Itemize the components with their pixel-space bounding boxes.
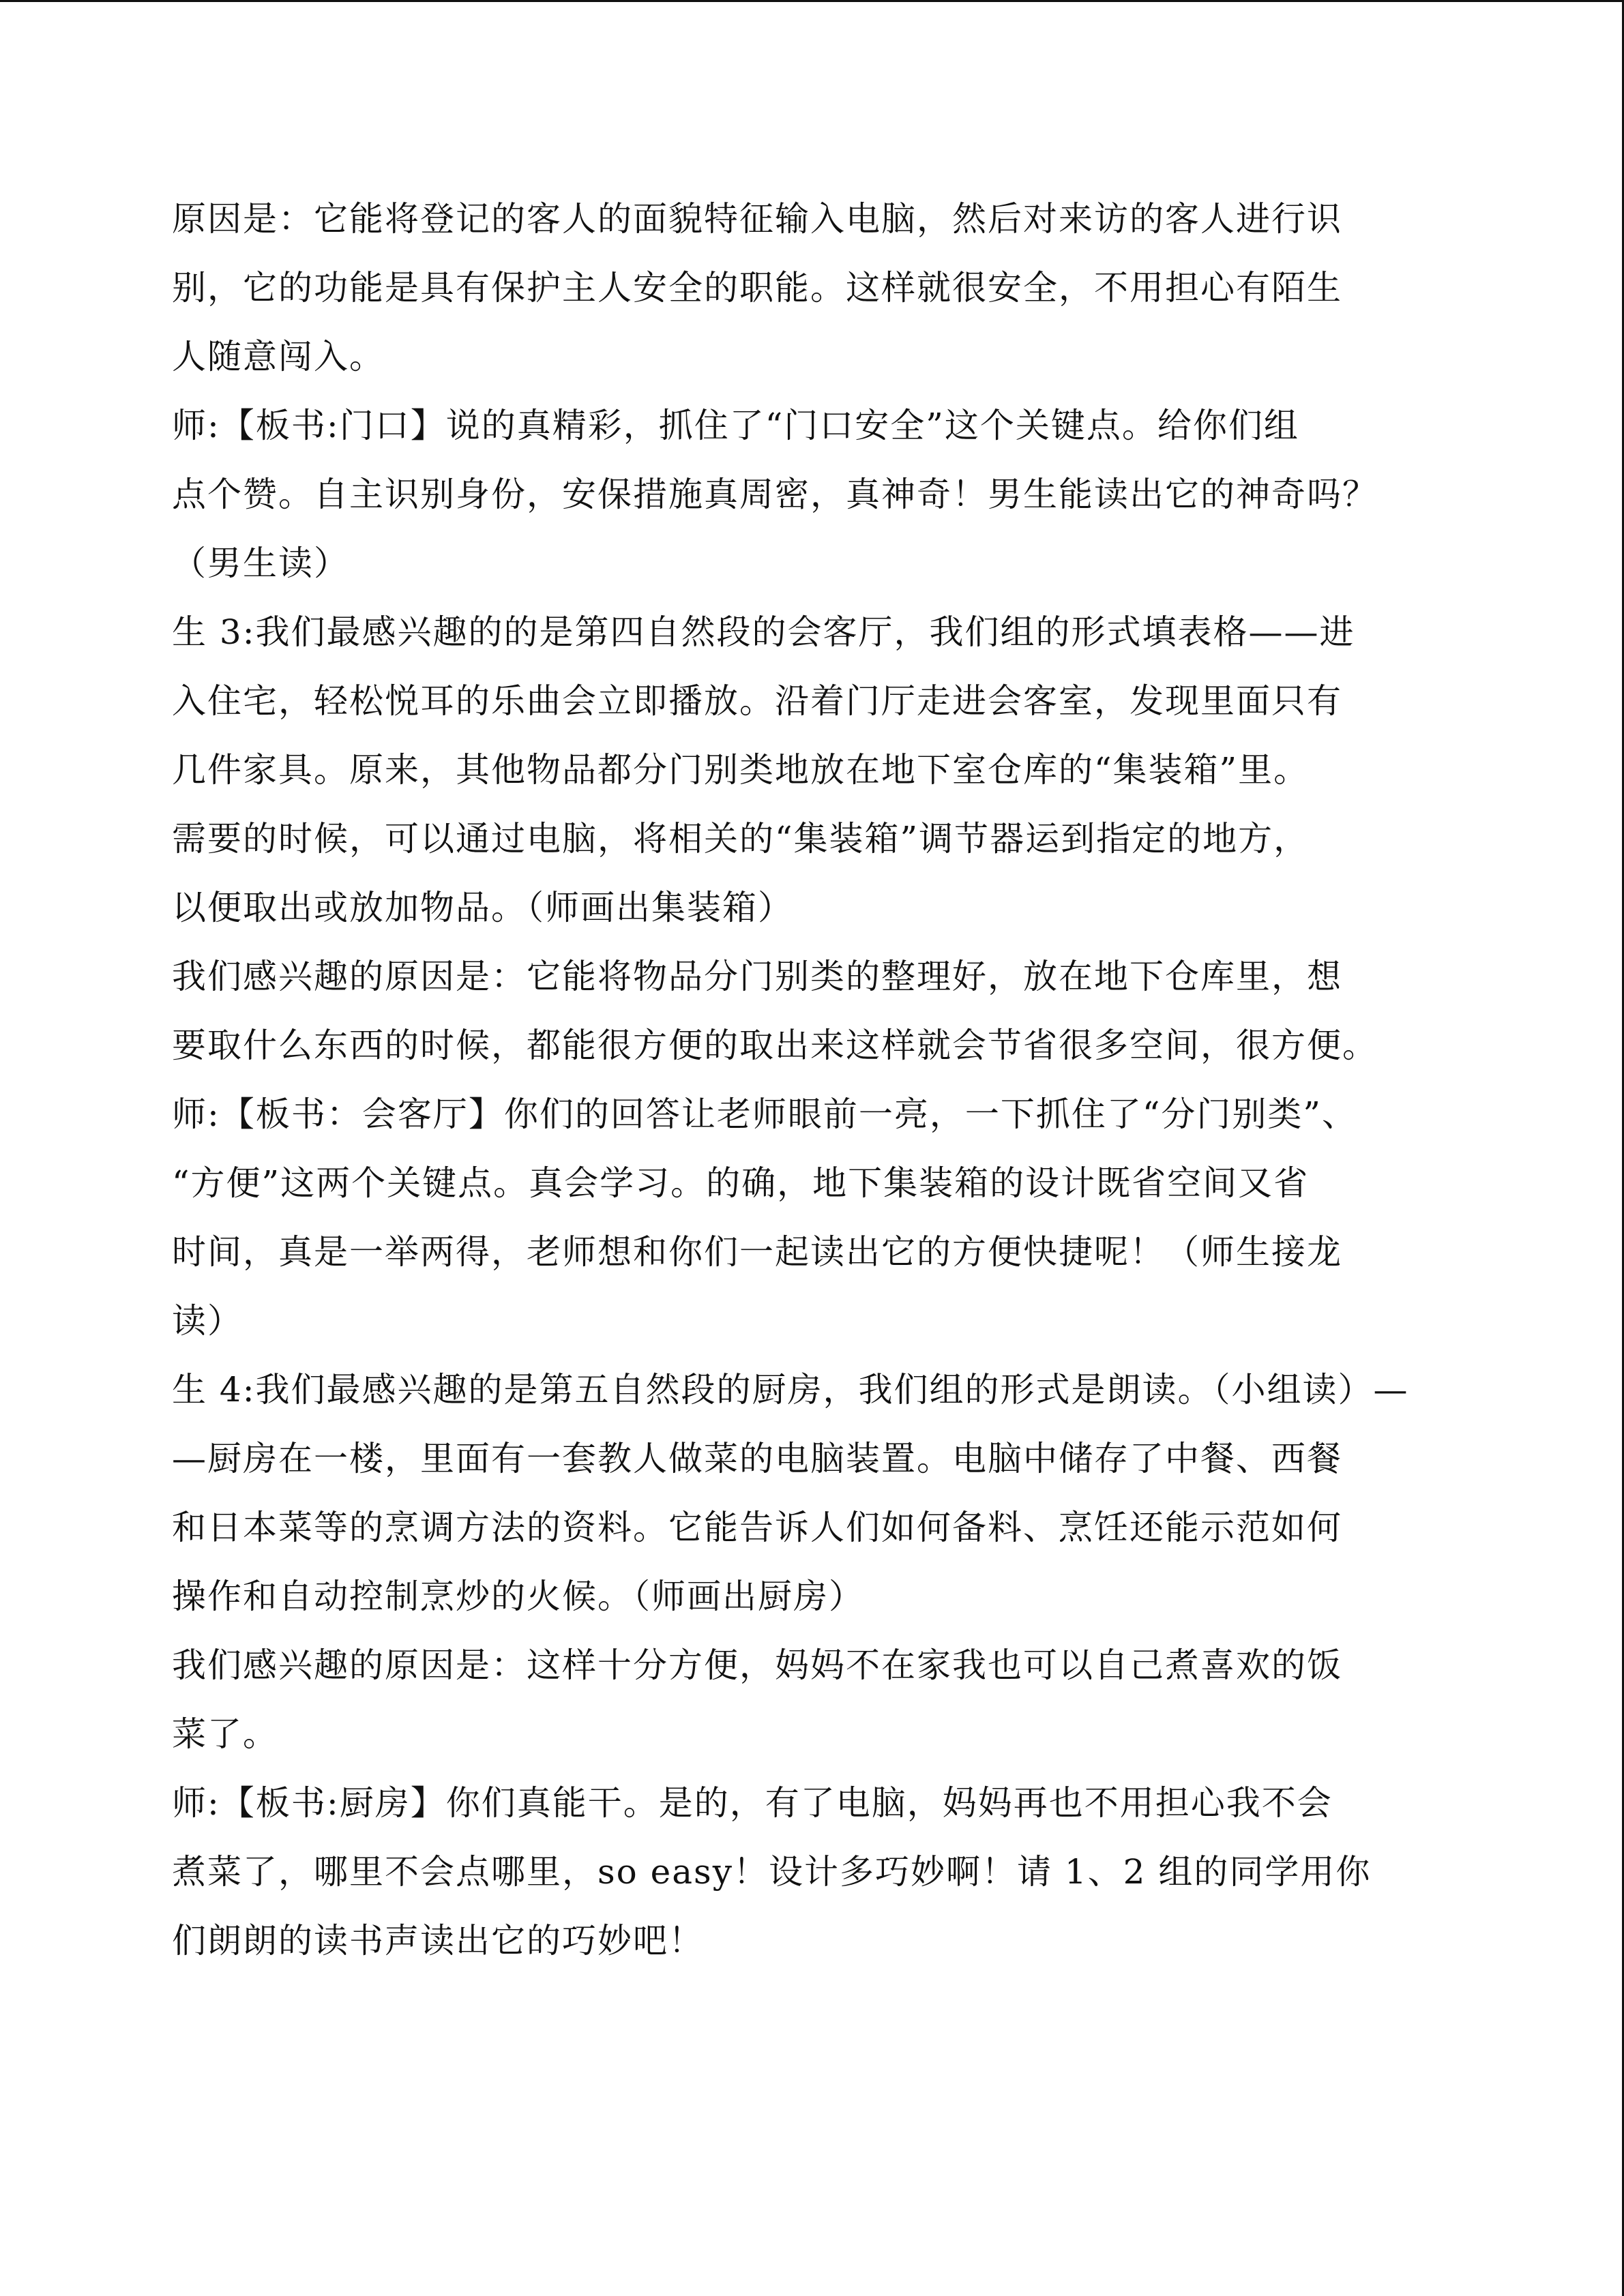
text-line: 别，它的功能是具有保护主人安全的职能。这样就很安全，不用担心有陌生 — [172, 268, 1342, 308]
text-line: 我们感兴趣的原因是：它能将物品分门别类的整理好，放在地下仓库里，想 — [172, 957, 1342, 996]
text-line: 们朗朗的读书声读出它的巧妙吧！ — [172, 1921, 704, 1960]
lesson-transcript-text — [172, 185, 1522, 1976]
text-line: 人随意闯入。 — [172, 337, 385, 376]
text-line: 要取什么东西的时候，都能很方便的取出来这样就会节省很多空间，很方便。 — [172, 1026, 1378, 1065]
text-line: 生 3:我们最感兴趣的的是第四自然段的会客厅，我们组的形式填表格——进 — [172, 612, 1355, 652]
text-line: 几件家具。原来，其他物品都分门别类地放在地下室仓库的“集装箱”里。 — [172, 750, 1310, 790]
text-line: 菜了。 — [172, 1714, 278, 1754]
text-line: 原因是：它能将登记的客人的面貌特征输入电脑，然后对来访的客人进行识 — [172, 199, 1342, 239]
text-line: 需要的时候，可以通过电脑，将相关的“集装箱”调节器运到指定的地方， — [172, 819, 1310, 859]
text-line: 操作和自动控制烹炒的火候。（师画出厨房） — [172, 1577, 864, 1616]
text-line: “方便”这两个关键点。真会学习。的确，地下集装箱的设计既省空间又省 — [172, 1163, 1310, 1203]
text-line: 煮菜了，哪里不会点哪里，so easy！设计多巧妙啊！请 1、2 组的同学用你 — [172, 1852, 1372, 1892]
text-line: 以便取出或放加物品。（师画出集装箱） — [172, 888, 793, 927]
text-line: 生 4:我们最感兴趣的是第五自然段的厨房，我们组的形式是朗读。（小组读）— — [172, 1370, 1409, 1410]
text-line: （男生读） — [172, 543, 349, 583]
text-line: 入住宅，轻松悦耳的乐曲会立即播放。沿着门厅走进会客室，发现里面只有 — [172, 681, 1342, 721]
text-line: 师:【板书:厨房】你们真能干。是的，有了电脑，妈妈再也不用担心我不会 — [172, 1783, 1333, 1823]
text-line: 和日本菜等的烹调方法的资料。它能告诉人们如何备料、烹饪还能示范如何 — [172, 1508, 1342, 1547]
text-line: 我们感兴趣的原因是：这样十分方便，妈妈不在家我也可以自己煮喜欢的饭 — [172, 1645, 1342, 1685]
text-line: —厨房在一楼，里面有一套教人做菜的电脑装置。电脑中储存了中餐、西餐 — [172, 1439, 1342, 1478]
text-line: 读） — [172, 1301, 243, 1341]
text-line: 点个赞。自主识别身份，安保措施真周密，真神奇！男生能读出它的神奇吗？ — [172, 475, 1378, 514]
text-line: 时间，真是一举两得，老师想和你们一起读出它的方便快捷呢！（师生接龙 — [172, 1232, 1342, 1272]
text-line: 师:【板书：会客厅】你们的回答让老师眼前一亮，一下抓住了“分门别类”、 — [172, 1094, 1357, 1134]
text-line: 师:【板书:门口】说的真精彩，抓住了“门口安全”这个关键点。给你们组 — [172, 406, 1299, 445]
